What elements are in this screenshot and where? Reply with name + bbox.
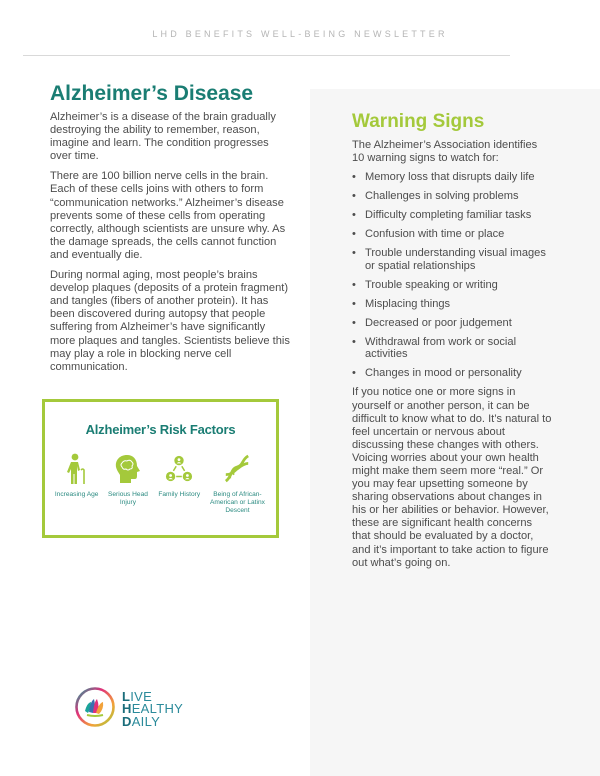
warning-sign-item: • Challenges in solving problems — [352, 189, 519, 202]
warning-sign-item: • Misplacing things — [352, 297, 451, 310]
warning-sign-item: • Decreased or poor judgement — [352, 316, 512, 329]
bullet-icon: • — [352, 367, 356, 380]
warning-signs-closing: If you notice one or more signs in yourself or another person, it can be difficult to know what to do. It’s natural to feel uncertain or nervous about discussing these changes with others. Voicing worries about your own health might make them seem more “real.” Or you may fear upsetting someone by sharing observations about changes in his or her abilities or behavior. However, these are significant health concerns that should be evaluated by a doctor, and it’s important to take action to figure out what’s going on. — [352, 386, 552, 569]
head-brain-icon — [114, 452, 142, 486]
article-paragraph: There are 100 billion nerve cells in the brain. Each of these cells joins with others to form “communication networks.” Alzheimer’s disease prevents some of these cells from operating correctly, although scientists are unsure why. As the damage spreads, the cells cannot function and eventually die. — [50, 170, 286, 261]
warning-sign-item: • Trouble understanding visual images or spatial relationships — [352, 246, 546, 272]
risk-factor-age — [51, 452, 102, 515]
newsletter-header: LHD BENEFITS WELL-BEING NEWSLETTER — [152, 29, 448, 39]
risk-factor-label: Being of African-American or Latinx Descent — [209, 491, 265, 514]
bullet-icon: • — [352, 227, 356, 240]
bullet-icon: • — [352, 278, 356, 291]
risk-factors-title: Alzheimer’s Risk Factors — [85, 422, 236, 437]
bullet-icon: • — [352, 208, 356, 221]
warning-sign-item: • Withdrawal from work or social activities — [352, 335, 517, 361]
header-divider — [23, 55, 510, 56]
risk-factor-descent — [205, 452, 270, 515]
lotus-icon — [74, 686, 116, 733]
warning-sign-item: • Changes in mood or personality — [352, 367, 522, 380]
article-paragraph: During normal aging, most people’s brains develop plaques (deposits of a protein fragment) and tangles (fibers of another protein). It has been discovered during autopsy that people suffering from Alzheimer’s have significantly more plaques and tangles. Scientists believe this may play a role in blocking nerve cell communication. — [50, 269, 290, 373]
bullet-icon: • — [352, 189, 356, 202]
warning-signs-list — [352, 171, 552, 380]
warning-signs-title: Warning Signs — [352, 111, 485, 132]
live-healthy-daily-logo — [74, 686, 183, 733]
risk-factors-infographic — [42, 399, 279, 538]
bullet-icon: • — [352, 297, 356, 310]
risk-factor-label: Family History — [158, 491, 201, 498]
risk-factor-label: Increasing Age — [54, 491, 99, 498]
bullet-icon: • — [352, 316, 356, 329]
risk-factor-label: Serious Head Injury — [107, 491, 148, 506]
bullet-icon: • — [352, 246, 356, 259]
risk-factors-list — [51, 452, 270, 515]
risk-factor-family — [154, 452, 205, 515]
warning-sign-item: • Trouble speaking or writing — [352, 278, 498, 291]
elderly-person-icon — [63, 452, 91, 486]
family-network-icon — [165, 452, 193, 486]
bullet-icon: • — [352, 335, 356, 348]
risk-factor-head-injury — [102, 452, 153, 515]
warning-sign-item: • Difficulty completing familiar tasks — [352, 208, 532, 221]
warning-signs-intro: The Alzheimer’s Association identifies 10 warning signs to watch for: — [352, 139, 538, 164]
article-column — [50, 81, 290, 381]
dna-icon — [223, 452, 251, 486]
warning-sign-item: • Confusion with time or place — [352, 227, 505, 240]
warning-sign-item: • Memory loss that disrupts daily life — [352, 171, 535, 183]
article-paragraph: Alzheimer’s is a disease of the brain gradually destroying the ability to remember, reason, imagine and learn. The condition progresses over time. — [50, 111, 276, 163]
warning-signs-column — [352, 110, 552, 570]
logo-wordmark: LIVE HEALTHY DAILY — [122, 688, 184, 729]
bullet-icon: • — [352, 171, 356, 183]
article-title: Alzheimer’s Disease — [50, 82, 254, 105]
